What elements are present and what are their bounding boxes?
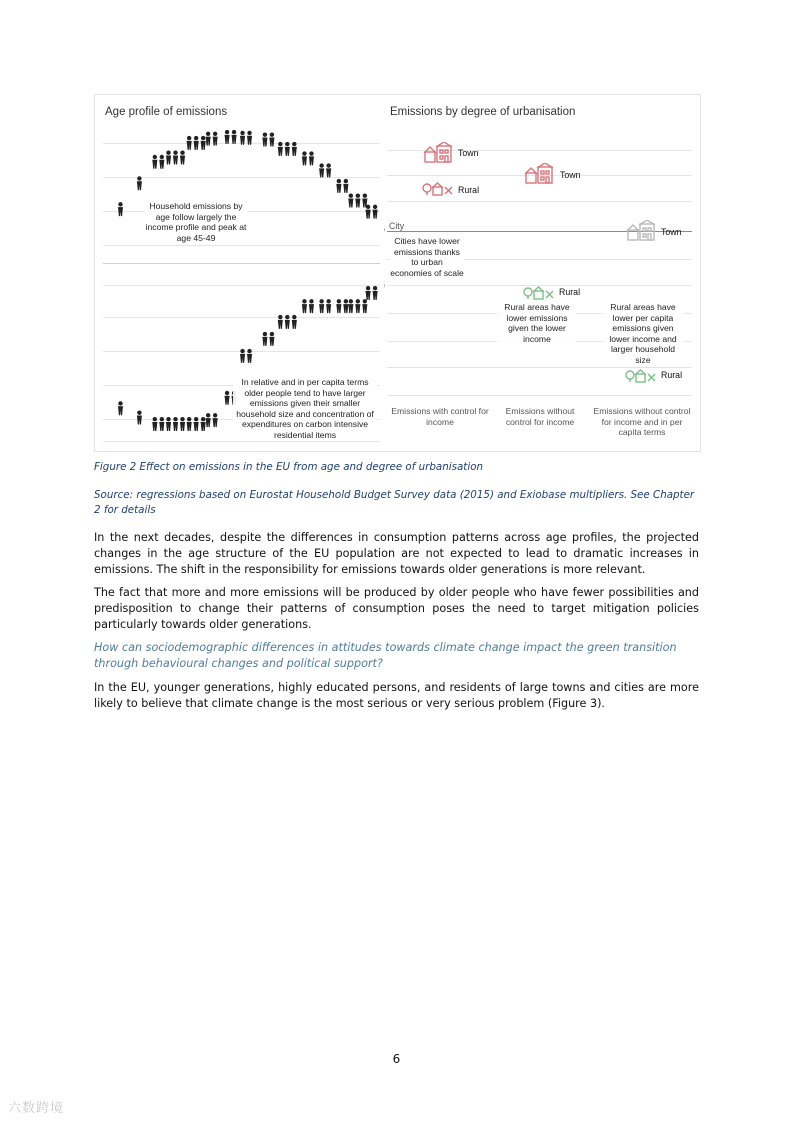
section-question: How can sociodemographic differences in attitudes towards climate change impact the green transition through behavioural changes and political support?: [94, 641, 677, 670]
top-age-group-8: [240, 131, 252, 145]
bottom-age-group-6: [206, 413, 218, 427]
grid-line: [387, 395, 692, 396]
top-age-group-12: [319, 163, 331, 177]
bottom-age-group-15: [366, 286, 378, 300]
figure-source: Source: regressions based on Eurostat Household Budget Survey data (2015) and Exiobase multipliers. See Chapter 2 for details: [94, 489, 695, 516]
top-age-group-16: [384, 224, 385, 238]
column-label-2: Emissions without control for income: [505, 406, 575, 427]
bottom-age-group-11: [302, 299, 314, 313]
page-number: 6: [392, 1052, 401, 1066]
bottom-age-group-3: [152, 417, 164, 431]
bottom-age-group-13: [336, 299, 348, 313]
left-panel-title: Age profile of emissions: [105, 106, 228, 118]
top-age-group-5: [187, 136, 206, 150]
rural-label-2: Rural: [559, 287, 581, 297]
callout-city: Cities have lower emissions thanks to urban economies of scale: [390, 236, 464, 278]
figure-caption: Figure 2 Effect on emissions in the EU from age and degree of urbanisation: [94, 461, 484, 473]
callout-rural-3: Rural areas have lower per capita emissions given lower income and larger household size: [603, 302, 683, 366]
top-age-group-15: [366, 205, 378, 219]
bottom-age-group-4: [166, 417, 185, 431]
grid-line: [387, 367, 692, 368]
rural-house-icon: [625, 369, 657, 383]
town-label-1: Town: [458, 148, 479, 158]
top-age-group-9: [262, 132, 274, 146]
top-age-group-11: [302, 151, 314, 165]
grid-line: [387, 201, 692, 202]
top-age-group-6: [206, 132, 218, 146]
bottom-age-group-10: [278, 315, 297, 329]
figure-2: [94, 94, 701, 452]
bottom-age-group-8: [240, 349, 252, 363]
town-house-icon: [423, 142, 455, 164]
city-label: City: [389, 221, 405, 231]
town-house-icon: [626, 220, 658, 242]
right-panel-title: Emissions by degree of urbanisation: [390, 106, 576, 118]
callout-bottom: In relative and in per capita terms older people tend to have larger emissions given their smaller household size and concentration of expenditures on carbon intensive residential items: [233, 377, 377, 441]
paragraph-3: In the EU, younger generations, highly educated persons, and residents of large towns and cities are more likely to believe that climate change is the most serious or very serious problem (Figure 3).: [94, 681, 699, 710]
bottom-age-group-12: [319, 299, 331, 313]
column-label-1: Emissions with control for income: [391, 406, 489, 427]
rural-label-1: Rural: [458, 185, 480, 195]
bottom-age-group-5: [187, 417, 206, 431]
bottom-age-group-14: [348, 299, 367, 313]
top-age-group-13: [336, 179, 348, 193]
bottom-age-group-16: [384, 279, 385, 293]
top-age-group-4: [166, 151, 185, 165]
top-age-group-1: [118, 202, 123, 216]
paragraph-1: In the next decades, despite the differences in consumption patterns across age profiles, the projected changes in the age structure of the EU population are not expected to lead to dramatic increases in emissions. The shift in the responsibility for emissions towards older generations is more relevant.: [94, 531, 699, 576]
town-label-2: Town: [560, 170, 581, 180]
top-age-group-3: [152, 155, 164, 169]
callout-top: Household emissions by age follow largely the income profile and peak at age 45-49: [145, 201, 247, 243]
watermark-logo: 六数跨境: [8, 1101, 65, 1116]
bottom-age-group-9: [262, 332, 274, 346]
paragraph-2: The fact that more and more emissions will be produced by older people who have fewer possibilities and predisposition to change their patterns of consumption poses the need to target mitigation policies particularly towards older generations.: [94, 586, 699, 631]
rural-house-icon: [523, 286, 555, 300]
top-age-group-7: [224, 130, 236, 144]
bottom-age-group-2: [137, 410, 142, 424]
top-age-group-2: [137, 176, 142, 190]
column-label-3: Emissions without control for income and in per capita terms: [593, 406, 691, 438]
bottom-age-group-1: [118, 401, 123, 415]
callout-rural-2: Rural areas have lower emissions given the lower income: [497, 302, 577, 344]
town-label-3: Town: [661, 227, 682, 237]
top-age-group-14: [348, 194, 367, 208]
rural-label-3: Rural: [661, 370, 683, 380]
town-house-icon: [524, 163, 556, 185]
rural-house-icon: [422, 182, 454, 196]
top-age-group-10: [278, 142, 297, 156]
